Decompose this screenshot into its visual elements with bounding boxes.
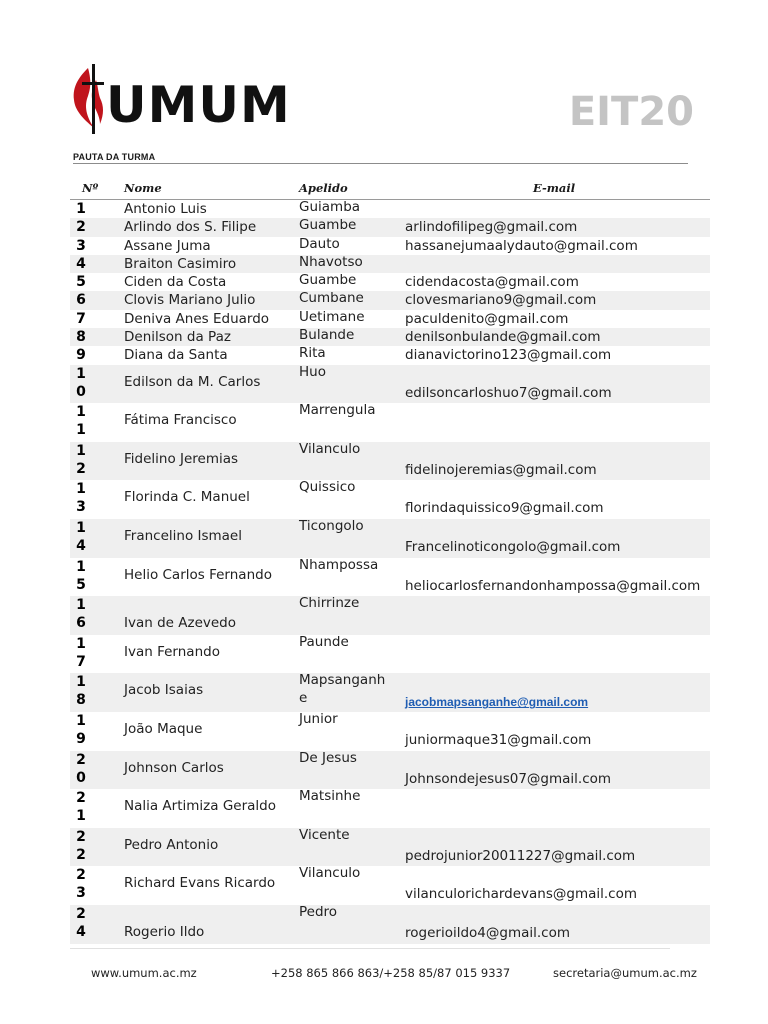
student-email: Francelinoticongolo@gmail.com <box>405 539 621 556</box>
student-surname: Guambe <box>299 217 357 234</box>
student-surname: Vilanculo <box>299 440 361 457</box>
student-surname: Marrengula <box>299 402 376 419</box>
student-email: denilsonbulande@gmail.com <box>405 329 601 346</box>
table-row <box>70 673 710 712</box>
student-surname: Mapsanganh <box>299 672 386 689</box>
table-row <box>70 558 710 597</box>
row-number: 4 <box>76 255 86 272</box>
document-subtitle: PAUTA DA TURMA <box>73 152 156 162</box>
student-email: heliocarlosfernandonhampossa@gmail.com <box>405 577 701 594</box>
column-header-num: Nº <box>82 181 99 195</box>
student-email[interactable]: jacobmapsanganhe@gmail.com <box>405 695 589 710</box>
row-number: 2 <box>76 867 86 884</box>
student-surname: Quissico <box>299 479 356 496</box>
student-name: Denilson da Paz <box>124 329 231 346</box>
student-surname: Paunde <box>299 633 349 650</box>
table-row <box>70 310 710 328</box>
student-name: Florinda C. Manuel <box>124 489 250 506</box>
row-number: 8 <box>76 329 86 346</box>
table-row <box>70 596 710 635</box>
student-surname: Rita <box>299 345 326 362</box>
row-number: 4 <box>76 538 86 555</box>
student-surname: Uetimane <box>299 308 365 325</box>
student-email: Johnsondejesus07@gmail.com <box>405 770 612 787</box>
logo-wordmark: UMUM <box>106 76 291 134</box>
column-header-apelido: Apelido <box>299 181 348 195</box>
student-email: edilsoncarloshuo7@gmail.com <box>405 384 612 401</box>
row-number: 2 <box>76 846 86 863</box>
row-number: 9 <box>76 731 86 748</box>
student-name: Pedro Antonio <box>124 836 219 853</box>
table-row <box>70 200 710 218</box>
row-number: 0 <box>76 383 86 400</box>
row-number: 1 <box>76 404 86 421</box>
row-number: 3 <box>76 885 86 902</box>
student-surname: Chirrinze <box>299 595 360 612</box>
student-name: Nalia Artimiza Geraldo <box>124 798 276 815</box>
row-number: 5 <box>76 274 86 291</box>
table-row <box>70 442 710 481</box>
student-email: clovesmariano9@gmail.com <box>405 292 597 309</box>
student-name: Ivan de Azevedo <box>124 615 237 632</box>
student-surname: Bulande <box>299 327 355 344</box>
table-row <box>70 218 710 236</box>
student-name: João Maque <box>124 721 203 738</box>
row-number: 6 <box>76 615 86 632</box>
row-number: 3 <box>76 237 86 254</box>
student-surname: Nhampossa <box>299 556 379 573</box>
student-name: Assane Juma <box>124 237 211 254</box>
student-surname: Ticongolo <box>299 518 364 535</box>
header-divider <box>73 163 688 164</box>
row-number: 1 <box>76 597 86 614</box>
student-surname: Vicente <box>299 826 350 843</box>
row-number: 2 <box>76 790 86 807</box>
row-number: 5 <box>76 576 86 593</box>
table-header <box>0 178 768 198</box>
student-name: Jacob Isaias <box>124 682 204 699</box>
row-number: 2 <box>76 219 86 236</box>
student-surname: Cumbane <box>299 290 364 307</box>
row-number: 1 <box>76 365 86 382</box>
student-name: Clovis Mariano Julio <box>124 292 256 309</box>
university-logo <box>70 62 291 138</box>
table-bottom-divider <box>70 948 670 949</box>
row-number: 1 <box>76 713 86 730</box>
student-name: Antonio Luis <box>124 201 207 217</box>
row-number: 2 <box>76 460 86 477</box>
row-number: 1 <box>76 201 86 217</box>
student-name: Ivan Fernando <box>124 643 220 660</box>
row-number: 2 <box>76 751 86 768</box>
column-header-nome: Nome <box>124 181 162 195</box>
row-number: 6 <box>76 292 86 309</box>
student-surname: Matsinhe <box>299 788 361 805</box>
row-number: 1 <box>76 481 86 498</box>
student-name: Helio Carlos Fernando <box>124 566 272 583</box>
student-email: florindaquissico9@gmail.com <box>405 500 604 517</box>
student-name: Diana da Santa <box>124 347 228 364</box>
row-number: 7 <box>76 653 86 670</box>
table-row <box>70 403 710 442</box>
student-email: dianavictorino123@gmail.com <box>405 347 612 364</box>
student-email: juniormaque31@gmail.com <box>405 732 592 749</box>
table-row <box>70 789 710 828</box>
table-row <box>70 255 710 273</box>
row-number: 9 <box>76 347 86 364</box>
student-name: Rogerio Ildo <box>124 923 205 940</box>
table-row <box>70 751 710 790</box>
footer-phones: +258 865 866 863/+258 85/87 015 9337 <box>271 966 511 980</box>
student-surname: Nhavotso <box>299 253 363 270</box>
student-name: Arlindo dos S. Filipe <box>124 219 257 236</box>
row-number: 0 <box>76 769 86 786</box>
row-number: 7 <box>76 310 86 327</box>
student-name: Johnson Carlos <box>124 759 224 776</box>
table-row <box>70 328 710 346</box>
student-email: fidelinojeremias@gmail.com <box>405 461 597 478</box>
student-email: rogerioildo4@gmail.com <box>405 924 570 941</box>
table-row <box>70 866 710 905</box>
row-number: 2 <box>76 905 86 922</box>
table-row <box>70 237 710 255</box>
student-email: cidendacosta@gmail.com <box>405 274 579 291</box>
row-number: 1 <box>76 442 86 459</box>
student-surname: Huo <box>299 363 326 380</box>
student-surname: De Jesus <box>299 749 357 766</box>
row-number: 1 <box>76 520 86 537</box>
student-table <box>70 200 710 944</box>
student-email: pedrojunior20011227@gmail.com <box>405 847 636 864</box>
footer-website[interactable]: www.umum.ac.mz <box>91 966 197 980</box>
student-email: paculdenito@gmail.com <box>405 310 569 327</box>
table-row <box>70 712 710 751</box>
student-surname: Guambe <box>299 272 357 289</box>
table-row <box>70 365 710 404</box>
student-name: Deniva Anes Eduardo <box>124 310 270 327</box>
student-name: Francelino Ismael <box>124 528 242 545</box>
row-number: 1 <box>76 635 86 652</box>
row-number: 1 <box>76 558 86 575</box>
row-number: 1 <box>76 422 86 439</box>
student-email: vilanculorichardevans@gmail.com <box>405 886 638 903</box>
table-row <box>70 291 710 309</box>
row-number: 3 <box>76 499 86 516</box>
row-number: 1 <box>76 808 86 825</box>
student-surname: Vilanculo <box>299 865 361 882</box>
row-number: 4 <box>76 923 86 940</box>
student-email: hassanejumaalydauto@gmail.com <box>405 237 638 254</box>
row-number: 8 <box>76 692 86 709</box>
student-surname: Guiamba <box>299 199 361 215</box>
student-name: Richard Evans Ricardo <box>124 875 276 892</box>
footer-email[interactable]: secretaria@umum.ac.mz <box>553 966 697 980</box>
table-row <box>70 346 710 364</box>
student-name: Ciden da Costa <box>124 274 227 291</box>
cross-flame-icon <box>70 62 110 138</box>
student-name: Edilson da M. Carlos <box>124 373 261 390</box>
student-name: Braiton Casimiro <box>124 255 237 272</box>
table-row <box>70 519 710 558</box>
table-row <box>70 635 710 674</box>
column-header-email: E-mail <box>533 181 576 195</box>
student-surname: e <box>299 690 308 707</box>
table-row <box>70 273 710 291</box>
course-code: EIT20 <box>568 89 694 135</box>
student-surname: Junior <box>299 711 338 728</box>
row-number: 1 <box>76 674 86 691</box>
table-row <box>70 905 710 944</box>
student-surname: Pedro <box>299 903 338 920</box>
row-number: 2 <box>76 828 86 845</box>
student-email: arlindofilipeg@gmail.com <box>405 219 578 236</box>
table-row <box>70 480 710 519</box>
student-name: Fidelino Jeremias <box>124 450 239 467</box>
student-name: Fátima Francisco <box>124 412 237 429</box>
table-row <box>70 828 710 867</box>
student-surname: Dauto <box>299 235 340 252</box>
